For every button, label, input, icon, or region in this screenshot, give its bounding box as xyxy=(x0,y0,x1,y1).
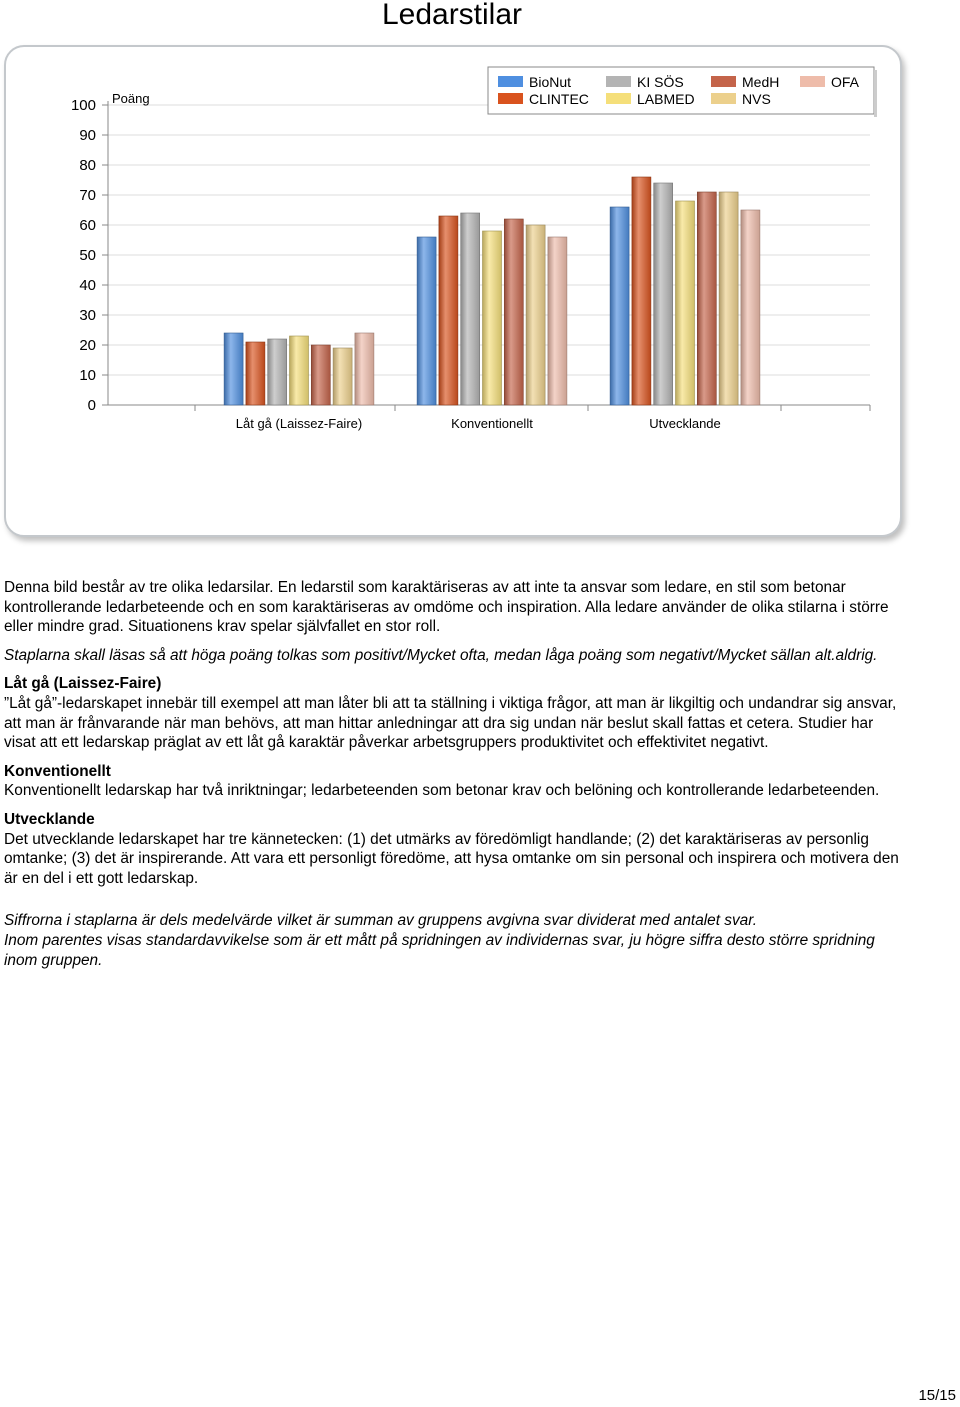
bar-bionut-0 xyxy=(224,333,243,405)
legend-label: KI SÖS xyxy=(637,74,684,90)
footnote-mean: Siffrorna i staplarna är dels medelvärde vilket är summan av gruppens avgivna svar dividerat med antalet svar. xyxy=(4,912,758,930)
bar-medh-0 xyxy=(311,345,330,405)
y-tick-label: 10 xyxy=(79,367,96,384)
section-body-laissez-faire: ”Låt gå”-ledarskapet innebär till exempel att man låter bli att ta ställning i viktiga frågor, att man är likgiltig och undandrar sig ansvar, att man är frånvarande när man behövs, att man hittar anledningar att dra sig undan när beslut skall fattas et cetera. Studier har visat att ett ledarskap präglat av ett låt gå karaktär påverkar arbetsgruppers produktivitet och effektivitet negativt. xyxy=(4,694,897,752)
text-body xyxy=(4,578,904,970)
bar-labmed-0 xyxy=(290,336,309,405)
y-tick-label: 80 xyxy=(79,157,96,174)
bar-labmed-2 xyxy=(676,201,695,405)
y-tick-label: 100 xyxy=(70,97,96,114)
bar-ki-s-s-2 xyxy=(654,183,673,405)
bar-medh-2 xyxy=(697,192,716,405)
bar-ofa-1 xyxy=(548,237,567,405)
legend-swatch xyxy=(711,76,736,87)
bar-labmed-1 xyxy=(483,231,502,405)
y-tick-label: 70 xyxy=(79,187,96,204)
bar-ki-s-s-1 xyxy=(461,213,480,405)
section-heading-laissez-faire: Låt gå (Laissez-Faire) xyxy=(4,675,162,693)
legend-label: MedH xyxy=(742,74,780,90)
y-tick-label: 60 xyxy=(79,217,96,234)
legend-swatch xyxy=(800,76,825,87)
bar-clintec-2 xyxy=(632,177,651,405)
reading-note: Staplarna skall läsas så att höga poäng tolkas som positivt/Mycket ofta, medan låga poäng som negativt/Mycket sällan alt.aldrig. xyxy=(4,646,878,664)
y-axis-label: Poäng xyxy=(112,91,150,106)
legend-label: OFA xyxy=(831,74,860,90)
bar-medh-1 xyxy=(504,219,523,405)
legend-swatch xyxy=(498,93,523,104)
legend-label: LABMED xyxy=(637,91,695,107)
bar-nvs-1 xyxy=(526,225,545,405)
y-tick-label: 30 xyxy=(79,307,96,324)
legend-label: NVS xyxy=(742,91,771,107)
y-tick-label: 20 xyxy=(79,337,96,354)
y-tick-label: 50 xyxy=(79,247,96,264)
legend-shadow xyxy=(874,70,877,117)
bar-bionut-1 xyxy=(417,237,436,405)
y-tick-label: 90 xyxy=(79,127,96,144)
bar-nvs-0 xyxy=(333,348,352,405)
bar-ofa-0 xyxy=(355,333,374,405)
x-category-label: Låt gå (Laissez-Faire) xyxy=(235,416,363,431)
x-category-label: Konventionellt xyxy=(451,416,533,431)
page-title: Ledarstilar xyxy=(381,0,523,31)
legend-swatch xyxy=(606,76,631,87)
x-category-label: Utvecklande xyxy=(649,416,721,431)
legend-label: CLINTEC xyxy=(529,91,589,107)
page-number: 15/15 xyxy=(918,1387,956,1404)
intro-paragraph: Denna bild består av tre olika ledarsilar. En ledarstil som karaktäriseras av att inte ta ansvar som ledare, en stil som betonar kontrollerande ledarbeteende och en som karaktäriseras av omdöme och inspiration. Alla ledare använder de olika stilarna i större eller mindre grad. Situationens krav spelar självfallet en stor roll. xyxy=(4,579,889,636)
bar-clintec-0 xyxy=(246,342,265,405)
chart-frame xyxy=(4,45,902,537)
bar-bionut-2 xyxy=(610,207,629,405)
y-tick-label: 0 xyxy=(87,397,96,414)
legend-swatch xyxy=(711,93,736,104)
bar-ki-s-s-0 xyxy=(268,339,287,405)
bar-clintec-1 xyxy=(439,216,458,405)
section-heading-konventionellt: Konventionellt xyxy=(4,762,111,780)
bar-ofa-2 xyxy=(741,210,760,405)
y-tick-label: 40 xyxy=(79,277,96,294)
footnote-stddev: Inom parentes visas standardavvikelse som är ett mått på spridningen av individernas svar, ju högre siffra desto större spridning inom gruppen. xyxy=(4,931,875,969)
bar-chart xyxy=(6,47,900,535)
bar-nvs-2 xyxy=(719,192,738,405)
section-heading-utvecklande: Utvecklande xyxy=(4,810,95,828)
legend-label: BioNut xyxy=(529,74,572,90)
legend-swatch xyxy=(498,76,523,87)
section-body-konventionellt: Konventionellt ledarskap har två inriktningar; ledarbeteenden som betonar krav och belöning och kontrollerande ledarbeteenden. xyxy=(4,782,880,800)
section-body-utvecklande: Det utvecklande ledarskapet har tre kännetecken: (1) det utmärks av föredömligt handlande; (2) det karaktäriseras av personlig omtanke; (3) det är inspirerande. Att vara ett personligt föredöme, att hysa omtanke om sin personal och inspirera och motivera den är en del i ett gott ledarskap. xyxy=(4,830,899,887)
legend-swatch xyxy=(606,93,631,104)
